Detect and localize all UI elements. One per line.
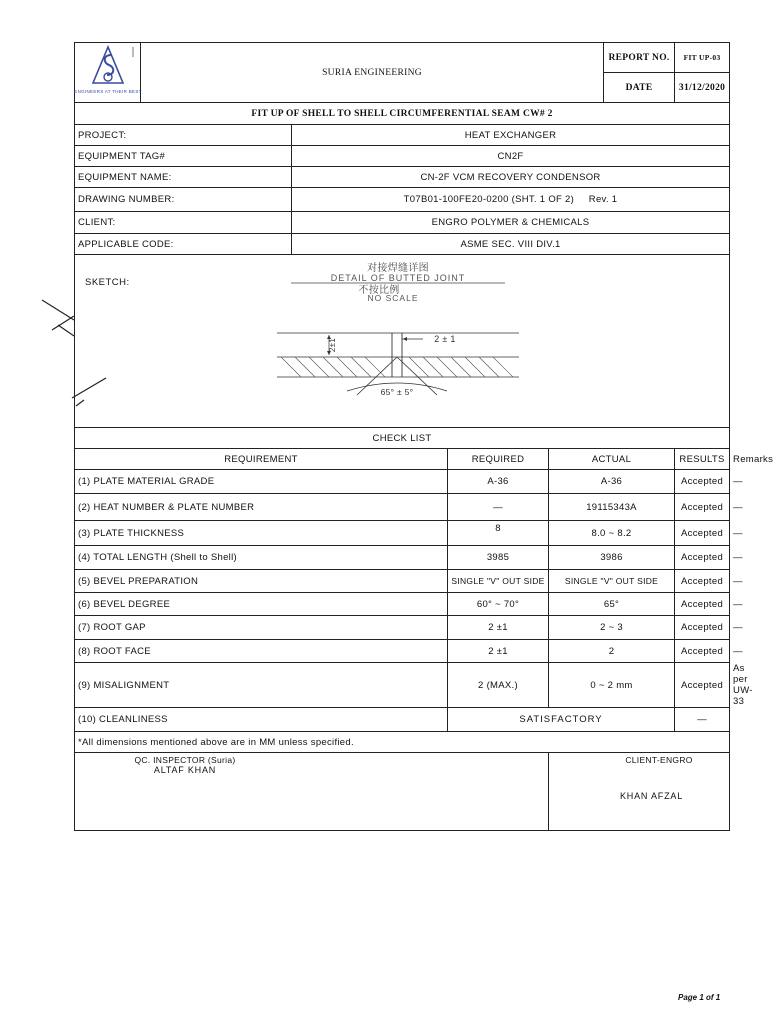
requirement-cell: (3) PLATE THICKNESS — [75, 521, 448, 546]
info-value-equipment-tag: CN2F — [292, 146, 730, 167]
actual-cell: 0 ~ 2 mm — [549, 663, 675, 708]
table-row — [75, 708, 730, 732]
report-no-label: REPORT NO. — [604, 43, 675, 73]
butt-joint-detail-drawing — [273, 259, 523, 399]
requirement-cell: (6) BEVEL DEGREE — [75, 593, 448, 616]
checklist-title: CHECK LIST — [75, 428, 730, 449]
result-cell: Accepted — [675, 546, 730, 570]
table-row: (5) BEVEL PREPARATION SINGLE "V" OUT SIDE SINGLE "V" OUT SIDE Accepted — — [75, 570, 730, 593]
required-cell: SINGLE "V" OUT SIDE — [448, 570, 549, 593]
actual-cell: 8.0 ~ 8.2 — [549, 521, 675, 546]
sketch-area — [75, 255, 730, 428]
qc-inspector-label: QC. INSPECTOR (Suria) — [134, 755, 236, 765]
info-label: EQUIPMENT TAG# — [75, 146, 292, 167]
company-name: SURIA ENGINEERING — [141, 43, 604, 103]
page-number: Page 1 of 1 — [678, 993, 721, 1002]
table-row: (1) PLATE MATERIAL GRADE A-36 A-36 Accepted — — [75, 470, 730, 494]
column-header-results: RESULTS — [675, 449, 730, 470]
column-header-actual: ACTUAL — [549, 449, 675, 470]
info-value-project: HEAT EXCHANGER — [292, 125, 730, 146]
client-label: CLIENT-ENGRO — [625, 755, 693, 765]
info-label: PROJECT: — [75, 125, 292, 146]
client-signature-box — [549, 753, 730, 831]
required-cell: — — [448, 494, 549, 521]
table-row: (2) HEAT NUMBER & PLATE NUMBER — 19115343A Accepted — — [75, 494, 730, 521]
info-value-equipment-name: CN-2F VCM RECOVERY CONDENSOR — [292, 167, 730, 188]
qc-inspector-name: ALTAF KHAN — [153, 765, 217, 775]
table-row: (7) ROOT GAP 2 ±1 2 ~ 3 Accepted — — [75, 616, 730, 640]
bevel-angle-dimension: 65° ± 5° — [380, 387, 414, 397]
report-no-value: FIT UP-03 — [675, 43, 730, 73]
requirement-cell: (5) BEVEL PREPARATION — [75, 570, 448, 593]
table-row: (8) ROOT FACE 2 ±1 2 Accepted — — [75, 640, 730, 663]
column-header-required: REQUIRED — [448, 449, 549, 470]
sketch-title-en: DETAIL OF BUTTED JOINT — [330, 273, 466, 283]
result-cell: Accepted — [675, 521, 730, 546]
info-label: APPLICABLE CODE: — [75, 234, 292, 255]
result-cell: Accepted — [675, 470, 730, 494]
cleanliness-value: SATISFACTORY — [448, 708, 675, 732]
sketch-scale-en: NO SCALE — [367, 293, 419, 303]
sketch-label: SKETCH: — [85, 277, 130, 288]
actual-cell: 2 — [549, 640, 675, 663]
requirement-cell: (8) ROOT FACE — [75, 640, 448, 663]
required-cell: A-36 — [448, 470, 549, 494]
actual-cell: 2 ~ 3 — [549, 616, 675, 640]
actual-cell: A-36 — [549, 470, 675, 494]
requirement-cell: (9) MISALIGNMENT — [75, 663, 448, 708]
report-title: FIT UP OF SHELL TO SHELL CIRCUMFERENTIAL SEAM CW# 2 — [75, 103, 730, 125]
logo-tagline: ENGINEERS AT THEIR BEST — [74, 89, 142, 94]
qc-inspector-signature-box — [75, 753, 549, 831]
required-cell: 2 ±1 — [448, 616, 549, 640]
dimensions-note: *All dimensions mentioned above are in MM unless specified. — [75, 732, 730, 753]
actual-cell: SINGLE "V" OUT SIDE — [549, 570, 675, 593]
logo-icon — [75, 43, 141, 99]
table-row: (9) MISALIGNMENT 2 (MAX.) 0 ~ 2 mm Accepted As per UW-33 — [75, 663, 730, 708]
info-label: DRAWING NUMBER: — [75, 188, 292, 212]
column-header-requirement: REQUIREMENT — [75, 449, 448, 470]
required-cell: 2 (MAX.) — [448, 663, 549, 708]
info-value-applicable-code: ASME SEC. VIII DIV.1 — [292, 234, 730, 255]
result-cell: Accepted — [675, 570, 730, 593]
requirement-cell: (7) ROOT GAP — [75, 616, 448, 640]
table-row: (3) PLATE THICKNESS 8 8.0 ~ 8.2 Accepted — — [75, 521, 730, 546]
requirement-cell: (10) CLEANLINESS — [75, 708, 448, 732]
result-cell: Accepted — [675, 640, 730, 663]
root-face-dimension: 2±1 — [328, 337, 337, 353]
table-row: (4) TOTAL LENGTH (Shell to Shell) 3985 3986 Accepted — — [75, 546, 730, 570]
client-representative-name: KHAN AFZAL — [619, 791, 683, 801]
result-cell: Accepted — [675, 663, 730, 708]
info-value-drawing-number: T07B01-100FE20-0200 (SHT. 1 OF 2) Rev. 1 — [292, 188, 730, 212]
required-cell: 60° ~ 70° — [448, 593, 549, 616]
result-cell: Accepted — [675, 494, 730, 521]
required-cell: 8 — [448, 521, 549, 546]
required-cell: 2 ±1 — [448, 640, 549, 663]
info-label: EQUIPMENT NAME: — [75, 167, 292, 188]
actual-cell: 3986 — [549, 546, 675, 570]
result-cell: Accepted — [675, 593, 730, 616]
inspection-report-sheet — [74, 42, 773, 831]
requirement-cell: (1) PLATE MATERIAL GRADE — [75, 470, 448, 494]
actual-cell: 19115343A — [549, 494, 675, 521]
info-label: CLIENT: — [75, 212, 292, 234]
required-cell: 3985 — [448, 546, 549, 570]
date-value: 31/12/2020 — [675, 73, 730, 103]
report-form: ENGINEERS AT THEIR BEST SURIA ENGINEERING REPORT NO. FIT UP-03 DATE 31/12/2020 FIT UP OF SHELL TO SHELL CIRCUMFERENTIAL SEAM CW# 2 PROJECT: HEAT EXCHANGER EQUIPMENT TAG# CN2F EQUIPMENT NAME: CN-2F VCM RECOVERY CONDENSOR DRAWING NUMBER: T07B01-100FE20-0200 (SHT. 1 OF 2) Rev. 1 CLIENT: ENGRO POLYMER & CHEMICALS APPLICABLE CODE: ASME SEC. VIII DIV.1 SKETCH: 对接焊缝详图 DETAIL OF BUTTED JOINT 不按比例 NO SCALE 2±1 2 ± 1 65° ± 5° CHECK LIST REQUIREMENT REQUIRED ACTUAL RESULTS Remarks (1) PLATE MATERIAL GRADE A-36 A-36 Accepted — (2) HEAT NUMBER & PLATE NUMBER — 19115343A Accepted — (3) PLATE THICKNESS 8 8.0 ~ 8.2 Accepted — (4) TOTAL LENGTH (Shell to Shell) 3985 3986 Accepted — (5) BEVEL PREPARATION SINGLE "V" OUT SIDE SINGLE "V" OUT SIDE Accepted — (6) BEVEL DEGREE 60° ~ 70° 65° Accepted — (7) ROOT GAP 2 ±1 2 ~ 3 Accepted — (8) ROOT FACE 2 ±1 2 Accepted — (9) MISALIGNMENT 2 (MAX.) 0 ~ 2 mm Accepted As per UW-33 (10) CLEANLINESS SATISFACTORY — *All dimensions mentioned above are in MM unless specified. QC. INSPECTOR (Suria) ALTAF KHAN CLIENT-ENGRO KHAN AFZAL — [74, 42, 730, 831]
company-logo — [75, 43, 141, 103]
requirement-cell: (2) HEAT NUMBER & PLATE NUMBER — [75, 494, 448, 521]
remarks-cell: — — [675, 708, 730, 732]
table-row: (6) BEVEL DEGREE 60° ~ 70° 65° Accepted — — [75, 593, 730, 616]
sketch-title-cn: 对接焊缝详图 — [367, 263, 429, 274]
requirement-cell: (4) TOTAL LENGTH (Shell to Shell) — [75, 546, 448, 570]
info-value-client: ENGRO POLYMER & CHEMICALS — [292, 212, 730, 234]
actual-cell: 65° — [549, 593, 675, 616]
result-cell: Accepted — [675, 616, 730, 640]
root-gap-dimension: 2 ± 1 — [434, 334, 456, 344]
sketch-scale-cn: 不按比例 — [358, 285, 400, 296]
date-label: DATE — [604, 73, 675, 103]
